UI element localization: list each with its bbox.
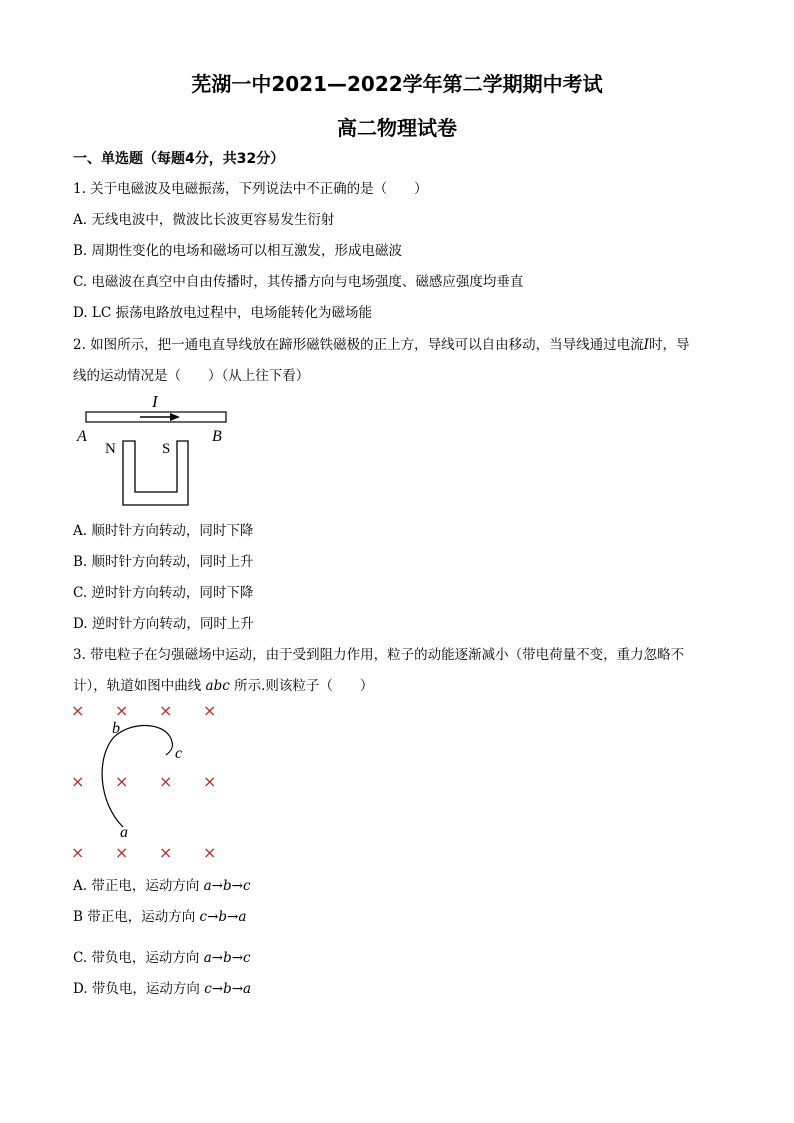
- trajectory-curve: [102, 726, 172, 827]
- field-cross-icon: ×: [203, 701, 217, 720]
- q1-stem: 1. 关于电磁波及电磁振荡，下列说法中不正确的是（ ）: [73, 181, 428, 197]
- section-heading: 一、单选题（每题4分，共32分）: [73, 151, 285, 167]
- q3-option-a-path: a→b→c: [203, 878, 251, 894]
- exam-title: 芜湖一中2021—2022学年第二学期期中考试: [191, 72, 603, 96]
- q3-option-b-path: c→b→a: [199, 909, 247, 925]
- q3-trajectory-figure: [90, 712, 210, 842]
- q3-option-a: [73, 874, 251, 894]
- q2-option-d: D. 逆时针方向转动，同时上升: [73, 616, 254, 632]
- q3-stem-text-b: 所示.则该粒子（ ）: [234, 678, 374, 694]
- q1-option-b: B. 周期性变化的电场和磁场可以相互激发，形成电磁波: [73, 243, 403, 259]
- pole-n-label: N: [105, 441, 116, 457]
- q1-option-d: D. LC 振荡电路放电过程中，电场能转化为磁场能: [73, 305, 373, 321]
- q2-figure: [70, 386, 250, 514]
- q1-option-c: C. 电磁波在真空中自由传播时，其传播方向与电场强度、磁感应强度均垂直: [73, 274, 524, 290]
- q3-stem-line2: [73, 674, 373, 694]
- field-cross-icon: ×: [115, 772, 129, 791]
- q2-stem-text-b: 时，导: [649, 337, 690, 353]
- q3-option-d-text: D. 带负电，运动方向: [73, 981, 205, 997]
- q3-option-c-text: C. 带负电，运动方向: [73, 950, 204, 966]
- label-a: a: [120, 824, 128, 841]
- q2-stem-current: I: [643, 337, 650, 353]
- q2-option-a: A. 顺时针方向转动，同时下降: [73, 523, 254, 539]
- u-magnet: [123, 441, 188, 505]
- q2-option-b: B. 顺时针方向转动，同时上升: [73, 554, 254, 570]
- field-cross-icon: ×: [115, 843, 129, 862]
- q3-option-a-text: A. 带正电，运动方向: [73, 878, 204, 894]
- q1-option-a: A. 无线电波中，微波比长波更容易发生衍射: [73, 212, 335, 228]
- q2-stem-text-a: 2. 如图所示，把一通电直导线放在蹄形磁铁磁极的正上方，导线可以自由移动，当导线通过电流: [73, 337, 644, 353]
- field-cross-icon: ×: [71, 843, 85, 862]
- q3-option-b-text: B 带正电，运动方向: [73, 909, 200, 925]
- field-cross-icon: ×: [203, 843, 217, 862]
- q3-option-d-path: c→b→a: [204, 981, 252, 997]
- end-b-label: B: [212, 428, 222, 445]
- q3-stem-text-a: 计），轨道如图中曲线: [73, 678, 202, 694]
- q3-option-c: [73, 946, 251, 966]
- end-a-label: A: [77, 428, 87, 445]
- q3-option-b: [73, 905, 246, 925]
- q2-option-c: C. 逆时针方向转动，同时下降: [73, 585, 254, 601]
- field-cross-icon: ×: [159, 701, 173, 720]
- q3-stem-line1: 3. 带电粒子在匀强磁场中运动，由于受到阻力作用，粒子的动能逐渐减小（带电荷量不变，重力忽略不: [73, 647, 685, 663]
- field-cross-icon: ×: [71, 772, 85, 791]
- q2-stem-line2: 线的运动情况是（ ）（从上往下看）: [73, 368, 310, 384]
- current-label: I: [152, 392, 158, 411]
- field-cross-icon: ×: [115, 701, 129, 720]
- field-cross-icon: ×: [159, 772, 173, 791]
- field-cross-icon: ×: [159, 843, 173, 862]
- label-b: b: [112, 720, 120, 737]
- field-cross-icon: ×: [203, 772, 217, 791]
- q2-stem-line1: [73, 333, 690, 353]
- q3-option-c-path: a→b→c: [203, 950, 251, 966]
- label-c: c: [175, 745, 183, 762]
- q3-option-d: [73, 977, 251, 997]
- field-cross-icon: ×: [71, 701, 85, 720]
- q3-stem-curve: abc: [205, 678, 230, 694]
- exam-subtitle: 高二物理试卷: [337, 116, 457, 140]
- pole-s-label: S: [162, 441, 171, 457]
